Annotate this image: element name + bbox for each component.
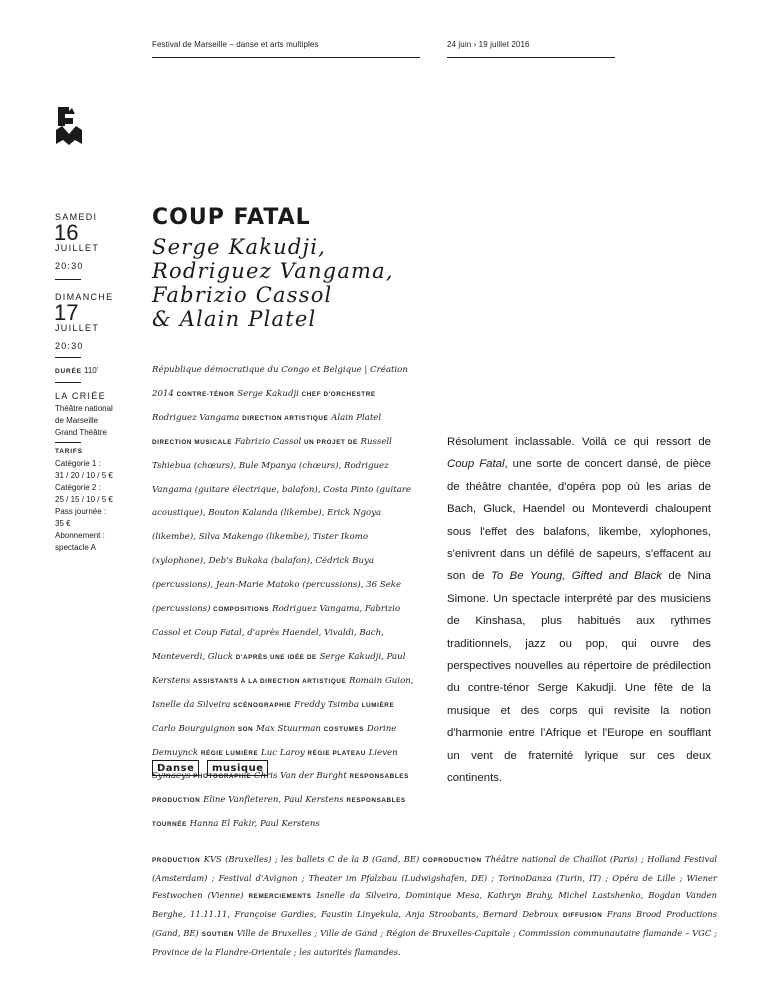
credit-name: Freddy Tsimba: [294, 699, 359, 710]
credit-role: COMPOSITIONS: [213, 606, 270, 614]
credit-name: Carlo Bourguignon: [152, 723, 236, 734]
divider: [55, 382, 81, 383]
date2-month: JUILLET: [55, 323, 100, 333]
divider: [55, 357, 81, 358]
credit-role: CONTRE-TÉNOR: [176, 390, 235, 398]
footer-role: REMERCIEMENTS: [248, 892, 312, 900]
tag-danse: Danse: [152, 760, 199, 776]
credit-name: Lieven Symaeys: [152, 747, 398, 782]
credit-name: République démocratique du Congo et Belgique | Création 2014: [152, 365, 408, 399]
divider: [55, 279, 81, 280]
footer-role: PRODUCTION: [152, 857, 201, 864]
credit-name: Rodriguez Vangama: [152, 412, 240, 423]
tarif-line: Abonnement :: [55, 531, 105, 540]
venue-line: de Marseille: [55, 416, 99, 425]
date1-time: 20:30: [55, 261, 84, 271]
tarif-line: 35 €: [55, 519, 71, 528]
credit-name: Romain Guion, Isnelle da Silveira: [152, 675, 414, 710]
duration: [55, 366, 98, 375]
credit-role: PHOTOGRAPHIE: [193, 773, 252, 781]
header-rule-left: [152, 57, 420, 58]
description: [447, 431, 711, 790]
credit-role: DIRECTION ARTISTIQUE: [242, 414, 329, 422]
tarif-line: Catégorie 2 :: [55, 483, 101, 492]
credit-name: Serge Kakudji, Paul Kerstens: [152, 651, 406, 686]
venue-name: LA CRIÉE: [55, 391, 106, 401]
festival-logo: [55, 106, 83, 146]
credit-name: Luc Laroy: [261, 747, 305, 758]
venue-address: [55, 403, 113, 439]
festival-name: Festival de Marseille – danse et arts multiples: [152, 40, 319, 49]
credit-role: RESPONSABLES TOURNÉE: [152, 797, 406, 829]
author-line: & Alain Platel: [152, 307, 317, 331]
tag-musique: musique: [207, 760, 268, 776]
credit-name: Eline Vanfleteren, Paul Kerstens: [203, 795, 344, 806]
show-title: COUP FATAL: [152, 205, 311, 230]
footer-credits: [152, 851, 717, 960]
footer-role: COPRODUCTION: [422, 857, 482, 864]
description-text: de Nina Simone. Un spectacle interprété par des musiciens de Kinshasa, plus habitués aux rythmes traditionnels, jazz ou pop, qui ouvre des perspectives nouvelles au répertoire de prédilection du contre-ténor Serge Kakudji. Une fête de la musique et des corps qui revisite la notion d'harmonie entre l'Afrique et l'Europe en soufflant un vent de fraternité lyrique sur ces deux continents.: [447, 570, 711, 785]
credit-role: CHEF D'ORCHESTRE: [301, 390, 376, 398]
credit-name: Rodriguez Vangama, Fabrizio Cassol et Coup Fatal, d'après Haendel, Vivaldi, Bach, Monteverdi, Gluck: [152, 604, 401, 662]
divider: [55, 442, 81, 443]
credit-role: ASSISTANTS À LA DIRECTION ARTISTIQUE: [193, 677, 347, 685]
footer-name: Isnelle da Silveira, Dominique Mesa, Kathryn Brahy, Michel Lastshenko, Bogdan Vanden Berghe, 11.11.11, Françoise Gardies, Faustin Linyekula, Anja Stroobants, Bernard Debroux: [152, 889, 718, 919]
footer-name: Frans Brood Productions (Gand, BE): [152, 908, 717, 938]
tarif-line: spectacle A: [55, 543, 96, 552]
tarif-line: 31 / 20 / 10 / 5 €: [55, 471, 113, 480]
credit-name: Fabrizio Cassol: [234, 436, 302, 447]
credit-role: LUMIÈRE: [361, 701, 395, 709]
credit-name: Dorine Demuynck: [152, 723, 397, 758]
venue-line: Théâtre national: [55, 404, 113, 413]
tarifs-list: [55, 458, 113, 554]
credit-role: SON: [237, 725, 254, 733]
credit-name: Hanna El Fakir, Paul Kerstens: [189, 819, 320, 830]
footer-name: Ville de Bruxelles ; Ville de Gand ; Région de Bruxelles-Capitale ; Commission communautaire flamande – VGC ; Province de la Flandre-Orientale ; les autorités flamandes.: [152, 927, 717, 957]
date2-weekday: DIMANCHE: [55, 292, 114, 302]
date2-time: 20:30: [55, 341, 84, 351]
credit-role: UN PROJET DE: [304, 438, 358, 446]
author-line: Rodriguez Vangama,: [152, 259, 394, 283]
duration-value: 110': [84, 366, 99, 375]
date1-weekday: SAMEDI: [55, 212, 98, 222]
tarif-line: Pass journée :: [55, 507, 107, 516]
credit-role: RÉGIE LUMIÈRE: [200, 749, 259, 757]
author-line: Serge Kakudji,: [152, 235, 327, 259]
credit-name: Alain Platel: [331, 412, 382, 423]
credit-name: Max Stuurman: [256, 723, 321, 734]
tarifs-label: TARIFS: [55, 448, 83, 455]
credit-name: Russell Tshiebua (chœurs), Bule Mpanya (chœurs), Rodriguez Vangama (guitare électrique, balafon), Costa Pinto (guitare acoustique), Bouton Kalanda (likembe), Erick Ngoya (likembe), Silva Makengo (likembe), Tister Ikomo (xylophone), Deb's Bukaka (balafon), Cédrick Buya (percussions), Jean-Marie Matoko (percussions), 36 Seke (percussions): [152, 436, 411, 615]
credit-role: D'APRÈS UNE IDÉE DE: [235, 653, 317, 661]
credit-role: RÉGIE PLATEAU: [307, 749, 366, 757]
footer-role: SOUTIEN: [201, 930, 234, 938]
tarif-line: Catégorie 1 :: [55, 459, 101, 468]
date2-day: 17: [54, 300, 79, 325]
author-line: Fabrizio Cassol: [152, 283, 333, 307]
credit-name: Serge Kakudji: [237, 388, 299, 399]
venue-line: Grand Théâtre: [55, 428, 107, 437]
credit-role: COSTUMES: [323, 725, 365, 733]
duration-label: DURÉE: [55, 368, 82, 375]
description-text: Résolument inclassable. Voilà ce qui ressort de: [447, 436, 711, 448]
credit-role: SCÉNOGRAPHIE: [233, 701, 292, 709]
date1-day: 16: [54, 220, 79, 245]
tarif-line: 25 / 15 / 10 / 5 €: [55, 495, 113, 504]
footer-name: Théâtre national de Chaillot (Paris) ; Holland Festival (Amsterdam) ; Festival d'Avignon ; Theater im Pfalzbau (Ludwigshafen, DE) ; TorinoDanza (Turin, IT) ; Opéra de Lille ; Wiener Festwochen (Vienne): [152, 854, 718, 900]
date1-month: JUILLET: [55, 243, 100, 253]
festival-dates: 24 juin › 19 juillet 2016: [447, 40, 530, 49]
show-authors: [152, 235, 394, 331]
footer-name: KVS (Bruxelles) ; les ballets C de la B (Gand, BE): [203, 854, 420, 864]
description-text: , une sorte de concert dansé, de pièce de théâtre chantée, d'opéra pop où les arias de Bach, Gluck, Haendel ou Monteverdi chaloupent sous l'effet des balafons, likembe, xylophones, s'enivrent dans un défilé de sapeurs, s'effacent au son de: [447, 458, 711, 583]
footer-role: DIFFUSION: [563, 911, 603, 919]
credit-name: Chris Van der Burght: [254, 771, 347, 782]
description-emphasis: Coup Fatal: [447, 458, 505, 471]
description-emphasis: To Be Young, Gifted and Black: [490, 570, 662, 583]
credit-role: DIRECTION MUSICALE: [152, 438, 233, 446]
credit-role: RESPONSABLES PRODUCTION: [152, 773, 409, 805]
header-rule-right: [447, 57, 615, 58]
